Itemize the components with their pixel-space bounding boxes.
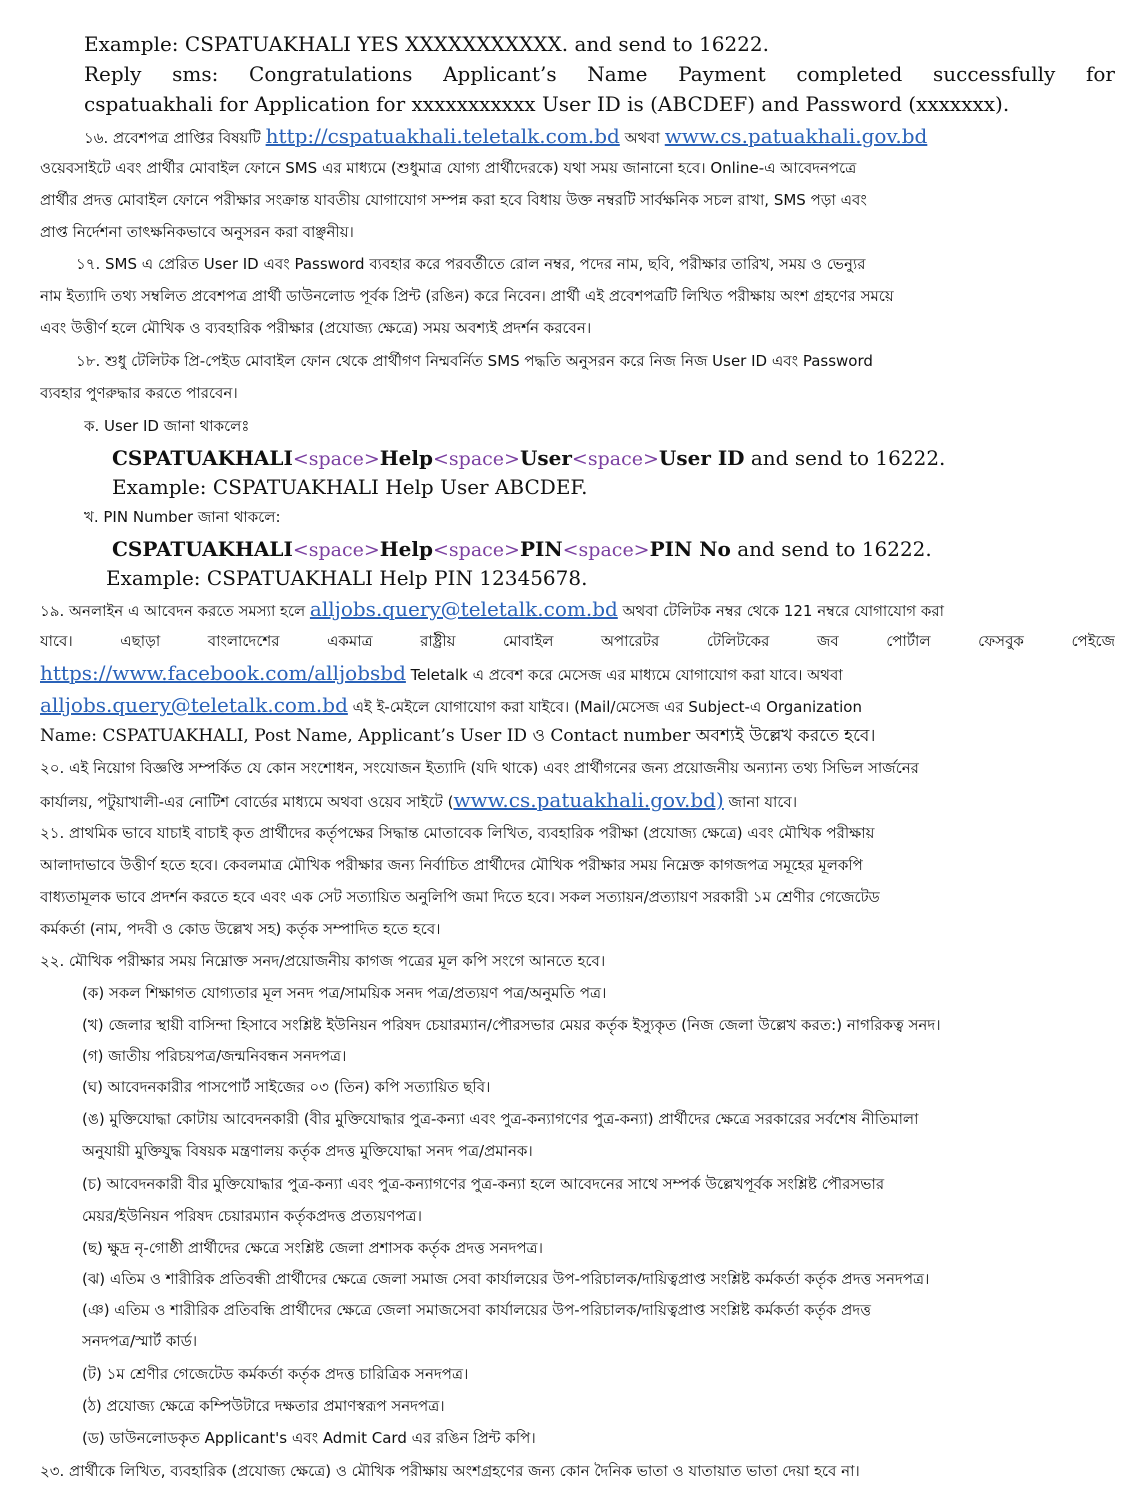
clause-16-line-3: প্রার্থীর প্রদত্ত মোবাইল ফোনে পরীক্ষার সংক্রান্ত যাবতীয় যোগাযোগ সম্পন্ন করা হবে বিধায় উক্ত নম্বরটি সার্বক্ষনিক সচল রাখা, SMS পড়া এবং [40, 191, 867, 209]
doc-item-nya: (ঞ) এতিম ও শারীরিক প্রতিবন্ধি প্রার্থীদের ক্ষেত্রে জেলা সমাজসেবা কার্যালয়ের উপ-পরিচালক/দায়িত্বপ্রাপ্ত সংশ্লিষ্ট কর্মকর্তা কর্তৃক প্রদত্ত [82, 1301, 871, 1319]
clause-19-line-2: যাবে। এছাড়া বাংলাদেশের একমাত্র রাষ্ট্রীয় মোবাইল অপারেটর টেলিটকের জব পোর্টাল ফেসবুক পেইজে [40, 632, 1115, 650]
clause-17-line-2: নাম ইত্যাদি তথ্য সম্বলিত প্রবেশপত্র প্রার্থী ডাউনলোড পূর্বক প্রিন্ট (রঙিন) করে নিবেন। প্রার্থী এই প্রবেশপত্রটি লিখিত পরীক্ষায় অংশ গ্রহণের সময়ে [40, 287, 894, 305]
doc-item-cha: (চ) আবেদনকারী বীর মুক্তিযোদ্ধার পুত্র-কন্যা এবং পুত্র-কন্যাগণের পুত্র-কন্যা হলে আবেদনের সাথে সম্পর্ক উল্লেখপূর্বক সংশ্লিষ্ট পৌরসভার [82, 1175, 885, 1193]
pin-no-keyword: PIN No [649, 537, 731, 561]
reply-sms-line: Reply sms: Congratulations Applicant’s Name Payment completed successfully for [84, 62, 1115, 86]
clause-21-line-2: আলাদাভাবে উত্তীর্ণ হতে হবে। কেবলমাত্র মৌখিক পরীক্ষার জন্য নির্বাচিত প্রার্থীদের মৌখিক পরীক্ষার সময় নিম্নেক্ত কাগজপত্র সমূহের মূলকপি [40, 856, 863, 874]
clause-19-text: ১৯. অনলাইন এ আবেদন করতে সমস্যা হলে [40, 602, 310, 620]
clause-21-line-1: ২১. প্রাথমিক ভাবে যাচাই বাচাই কৃত প্রার্থীদের কর্তৃপক্ষের সিদ্ধান্ত মোতাবেক লিখিত, ব্যবহারিক পরীক্ষা (প্রযোজ্য ক্ষেত্রে) এবং মৌখিক পরীক্ষায় [40, 824, 875, 842]
clause-20-line-1: ২০. এই নিয়োগ বিজ্ঞপ্তি সম্পর্কিত যে কোন সংশোধন, সংযোজন ইত্যাদি (যদি থাকে) এবং প্রার্থীগনের জন্য প্রয়োজনীয় অন্যান্য তথ্য সিভিল সার্জনের [40, 759, 919, 777]
reply-sms-line-2: cspatuakhali for Application for xxxxxxxxxxx User ID is (ABCDEF) and Password (xxxxxxx). [84, 92, 1010, 116]
doc-item-umo: (ঙ) মুক্তিযোদ্ধা কোটায় আবেদনকারী (বীর মুক্তিযোদ্ধার পুত্র-কন্যা এবং পুত্র-কন্যাগণের পুত্র-কন্যা) প্রার্থীদের ক্ষেত্রে সরকারের সর্বশেষ নীতিমালা [82, 1110, 919, 1128]
clause-16-line-2: ওয়েবসাইটে এবং প্রার্থীর মোবাইল ফোনে SMS এর মাধ্যমে (শুধুমাত্র যোগ্য প্রার্থীদেরকে) যথা সময় জানানো হবে। Online-এ আবেদনপত্রে [40, 159, 857, 177]
help-keyword: Help [379, 446, 433, 470]
space-token: <space> [562, 539, 650, 561]
clause-20-text: কার্যালয়, পটুয়াখালী-এর নোটিশ বোর্ডের মাধ্যমে অথবা ওয়েব সাইটে ( [40, 793, 454, 811]
clause-17-line-1: ১৭. SMS এ প্রেরিত User ID এবং Password ব্যবহার করে পরবর্তীতে রোল নম্বর, পদের নাম, ছবি, পরীক্ষার তারিখ, সময় ও ভেন্যুর [76, 255, 866, 273]
doc-item-ka: (ক) সকল শিক্ষাগত যোগ্যতার মূল সনদ পত্র/সাময়িক সনদ পত্র/প্রত্যয়ণ পত্র/অনুমতি পত্র। [82, 984, 607, 1002]
doc-item-jha: (ঝ) এতিম ও শারীরিক প্রতিবন্ধী প্রার্থীদের ক্ষেত্রে জেলা সমাজ সেবা কার্যালয়ের উপ-পরিচালক/দায়িত্বপ্রাপ্ত সংশ্লিষ্ট কর্মকর্তা কর্তৃক প্রদত্ত সনদপত্র। [82, 1270, 930, 1288]
doc-item-da: (ড) ডাউনলোডকৃত Applicant's এবং Admit Card এর রঙিন প্রিন্ট কপি। [82, 1429, 536, 1447]
space-token: <space> [432, 539, 520, 561]
clause-17-line-3: এবং উত্তীর্ণ হলে মৌখিক ও ব্যবহারিক পরীক্ষার (প্রযোজ্য ক্ষেত্রে) সময় অবশ্যই প্রদর্শন করবেন। [40, 319, 592, 337]
user-keyword: User [519, 446, 572, 470]
pin-example: Example: CSPATUAKHALI Help PIN 12345678. [106, 566, 588, 590]
send-to-text: and send to 16222. [744, 446, 946, 470]
doc-item-chha: (ছ) ক্ষুদ্র নৃ-গোষ্ঠী প্রার্থীদের ক্ষেত্রে সংশ্লিষ্ট জেলা প্রশাসক কর্তৃক প্রদত্ত সনদপত্র। [82, 1239, 543, 1257]
user-id-known-heading: ক. User ID জানা থাকলেঃ [84, 417, 250, 435]
doc-item-umo-cont: অনুযায়ী মুক্তিযুদ্ধ বিষয়ক মন্ত্রণালয় কর্তৃক প্রদত্ত মুক্তিযোদ্ধা সনদ পত্র/প্রমানক। [82, 1142, 533, 1160]
sms-example-line: Example: CSPATUAKHALI YES XXXXXXXXXXX. and send to 16222. [84, 32, 769, 56]
facebook-page-link[interactable]: https://www.facebook.com/alljobsbd [40, 661, 406, 685]
or-text: অথবা [619, 129, 665, 147]
clause-19-line-3 [40, 657, 1115, 691]
space-token: <space> [292, 539, 380, 561]
sms-keyword: CSPATUAKHALI [112, 537, 293, 561]
doc-item-tha: (ঠ) প্রযোজ্য ক্ষেত্রে কম্পিউটারে দক্ষতার প্রমাণস্বরূপ সনদপত্র। [82, 1397, 445, 1415]
space-token: <space> [432, 448, 520, 470]
clause-20-text-2: জানা যাবে। [723, 793, 798, 811]
clause-21-line-3: বাধ্যতামূলক ভাবে প্রদর্শন করতে হবে এবং এক সেট সত্যায়িত অনুলিপি জমা দিতে হবে। সকল সত্যায়ন/প্রত্যায়ণ সরকারী ১ম শ্রেণীর গেজেটেড [40, 888, 880, 906]
clause-19-line-1 [40, 593, 1115, 627]
clause-22-heading: ২২. মৌখিক পরীক্ষার সময় নিম্নোক্ত সনদ/প্রয়োজনীয় কাগজ পত্রের মূল কপি সংগে আনতে হবে। [40, 952, 606, 970]
sms-keyword: CSPATUAKHALI [112, 446, 293, 470]
clause-19-line-4 [40, 689, 1115, 723]
alljobs-email-link-2[interactable]: alljobs.query@teletalk.com.bd [40, 693, 348, 717]
alljobs-email-link[interactable]: alljobs.query@teletalk.com.bd [309, 597, 618, 621]
clause-20-line-2 [40, 784, 1115, 818]
cs-website-link[interactable]: www.cs.patuakhali.gov.bd [664, 124, 928, 148]
user-id-example: Example: CSPATUAKHALI Help User ABCDEF. [112, 475, 588, 499]
pin-known-heading: খ. PIN Number জানা থাকলে: [84, 508, 281, 526]
clause-23: ২৩. প্রার্থীকে লিখিত, ব্যবহারিক (প্রযোজ্য ক্ষেত্রে) ও মৌখিক পরীক্ষায় অংশগ্রহণের জন্য কোন দৈনিক ভাতা ও যাতায়াত ভাতা দেয়া হবে না। [40, 1462, 860, 1480]
send-to-text: and send to 16222. [730, 537, 932, 561]
cs-website-link-2[interactable]: www.cs.patuakhali.gov.bd) [453, 788, 724, 812]
doc-item-ga: (গ) জাতীয় পরিচয়পত্র/জন্মনিবন্ধন সনদপত্র। [82, 1047, 347, 1065]
doc-item-kha: (খ) জেলার স্থায়ী বাসিন্দা হিসাবে সংশ্লিষ্ট ইউনিয়ন পরিষদ চেয়ারম্যান/পৌরসভার মেয়র কর্তৃক ইস্যুকৃত (নিজ জেলা উল্লেখ করত:) নাগরিকত্ব সনদ। [82, 1016, 941, 1034]
pin-keyword: PIN [519, 537, 563, 561]
doc-item-gha: (ঘ) আবেদনকারীর পাসপোর্ট সাইজের ০৩ (তিন) কপি সত্যায়িত ছবি। [82, 1078, 491, 1096]
clause-16-line-4: প্রাপ্ত নির্দেশনা তাৎক্ষনিকভাবে অনুসরন করা বাঞ্ছনীয়। [40, 223, 354, 241]
clause-19-text-4: এই ই-মেইলে যোগাযোগ করা যাইবে। (Mail/মেসেজ এর Subject-এ Organization [347, 698, 862, 716]
clause-18-line-2: ব্যবহার পুণরুদ্ধার করতে পারবেন। [40, 384, 238, 402]
space-token: <space> [292, 448, 380, 470]
clause-18-line-1: ১৮. শুধু টেলিটক প্রি-পেইড মোবাইল ফোন থেকে প্রার্থীগণ নিম্মবর্নিত SMS পদ্ধতি অনুসরন করে নিজ নিজ User ID এবং Password [76, 352, 873, 370]
clause-19-text-2: অথবা টেলিটক নম্বর থেকে 121 নম্বরে যোগাযোগ করা [617, 602, 944, 620]
clause-16-line-1 [84, 120, 1115, 154]
doc-item-ta: (ট) ১ম শ্রেণীর গেজেটেড কর্মকর্তা কর্তৃক প্রদত্ত চারিত্রিক সনদপত্র। [82, 1365, 469, 1383]
clause-16-text: ১৬. প্রবেশপত্র প্রাপ্তির বিষয়টি [84, 129, 266, 147]
help-keyword: Help [379, 537, 433, 561]
teletalk-portal-link[interactable]: http://cspatuakhali.teletalk.com.bd [265, 124, 620, 148]
doc-item-nya-cont: সনদপত্র/স্মার্ট কার্ড। [82, 1332, 198, 1350]
space-token: <space> [571, 448, 659, 470]
clause-21-line-4: কর্মকর্তা (নাম, পদবী ও কোড উল্লেখ সহ) কর্তৃক সম্পাদিত হতে হবে। [40, 920, 441, 938]
doc-item-cha-cont: মেয়র/ইউনিয়ন পরিষদ চেয়ারম্যান কর্তৃকপ্রদত্ত প্রত্যয়ণপত্র। [82, 1207, 422, 1225]
clause-19-text-3: Teletalk এ প্রবেশ করে মেসেজ এর মাধ্যমে যোগাযোগ করা যাবে। অথবা [405, 666, 843, 684]
clause-19-line-5: Name: CSPATUAKHALI, Post Name, Applicant’s User ID ও Contact number অবশ্যই উল্লেখ করতে হবে। [40, 726, 876, 746]
user-id-keyword: User ID [658, 446, 745, 470]
